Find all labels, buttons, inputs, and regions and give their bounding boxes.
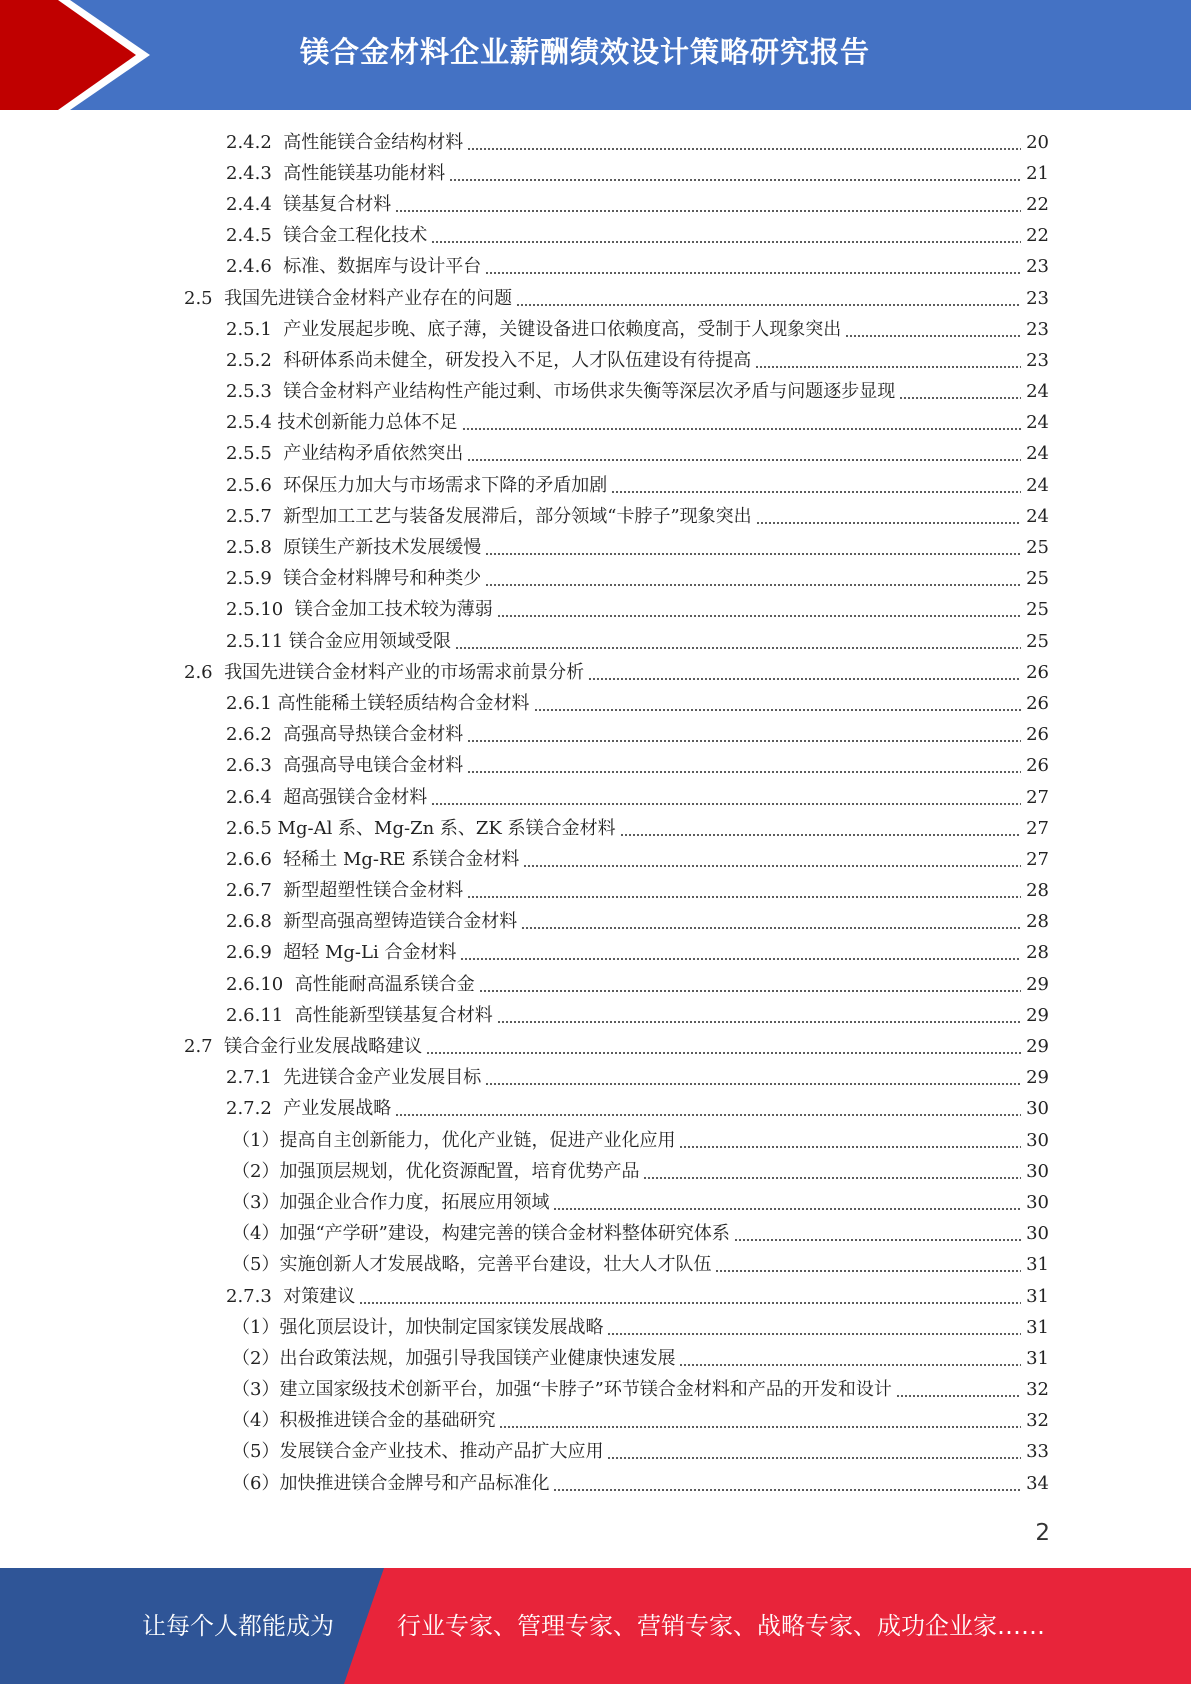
dot-leader [395, 1114, 1021, 1116]
toc-entry-page: 21 [1026, 162, 1049, 184]
toc-entry-number: 2.6.6 [226, 848, 284, 870]
toc-entry[interactable] [0, 314, 1191, 345]
toc-entry-page: 30 [1026, 1129, 1049, 1151]
toc-entry-title: 实施创新人才发展战略，完善平台建设，壮大人才队伍 [279, 1254, 712, 1276]
toc-entry-page: 24 [1026, 505, 1049, 527]
toc-entry[interactable] [0, 1000, 1191, 1031]
dot-leader [485, 584, 1021, 586]
toc-entry[interactable] [0, 844, 1191, 875]
page-number: 2 [1035, 1520, 1050, 1546]
toc-entry-title: 高强高导热镁合金材料 [283, 724, 464, 746]
toc-entry-title: 科研体系尚未健全，研发投入不足，人才队伍建设有待提高 [283, 349, 752, 371]
dot-leader [679, 1364, 1021, 1366]
toc-entry-number: 2.6.9 [226, 942, 284, 964]
dot-leader [449, 179, 1021, 181]
toc-entry-number: 2.7.3 [226, 1285, 284, 1307]
toc-entry-page: 30 [1026, 1191, 1049, 1213]
toc-entry-title: 超高强镁合金材料 [283, 786, 428, 808]
toc-entry[interactable] [0, 408, 1191, 439]
dot-leader [467, 896, 1021, 898]
toc-entry-page: 32 [1026, 1379, 1049, 1401]
dot-leader [359, 1302, 1021, 1304]
toc-entry-page: 23 [1026, 349, 1049, 371]
dot-leader [467, 148, 1021, 150]
toc-entry-page: 27 [1026, 817, 1049, 839]
toc-entry[interactable] [0, 377, 1191, 408]
toc-entry-title: 我国先进镁合金材料产业存在的问题 [224, 287, 513, 309]
toc-entry-title: 镁合金材料牌号和种类少 [283, 568, 482, 590]
toc-entry-title: 新型超塑性镁合金材料 [283, 880, 464, 902]
toc-entry-title: 我国先进镁合金材料产业的市场需求前景分析 [224, 661, 585, 683]
toc-entry-number: 2.7.2 [226, 1098, 284, 1120]
toc-entry[interactable] [0, 595, 1191, 626]
toc-entry-title: 镁合金应用领域受限 [288, 630, 451, 652]
toc-entry[interactable] [0, 221, 1191, 252]
dot-leader [534, 709, 1021, 711]
toc-entry[interactable] [0, 1437, 1191, 1468]
dot-leader [620, 834, 1021, 836]
dot-leader [497, 1021, 1021, 1023]
toc-entry-number: 2.5.11 [226, 630, 289, 652]
toc-entry[interactable] [0, 564, 1191, 595]
toc-entry-title: 技术创新能力总体不足 [277, 412, 458, 434]
toc-entry-title: 高性能稀土镁轻质结构合金材料 [277, 692, 530, 714]
toc-entry-page: 33 [1026, 1441, 1049, 1463]
toc-entry-page: 28 [1026, 880, 1049, 902]
dot-leader [643, 1177, 1021, 1179]
toc-entry[interactable] [0, 907, 1191, 938]
toc-entry[interactable] [0, 876, 1191, 907]
dot-leader [455, 647, 1021, 649]
toc-entry-title: 高性能新型镁基复合材料 [294, 1004, 493, 1026]
dot-leader [467, 771, 1021, 773]
toc-entry-page: 24 [1026, 474, 1049, 496]
toc-entry-page: 24 [1026, 381, 1049, 403]
dot-leader [460, 958, 1021, 960]
dot-leader [553, 1208, 1021, 1210]
toc-entry[interactable] [0, 782, 1191, 813]
toc-entry[interactable] [0, 1187, 1191, 1218]
toc-entry-number: 2.6.3 [226, 755, 284, 777]
toc-entry-title: 新型高强高塑铸造镁合金材料 [283, 911, 518, 933]
toc-entry-title: 镁合金材料产业结构性产能过剩、市场供求失衡等深层次矛盾与问题逐步显现 [283, 381, 896, 403]
toc-entry-title: 高性能镁合金结构材料 [283, 131, 464, 153]
toc-entry[interactable] [0, 1281, 1191, 1312]
dot-leader [679, 1146, 1021, 1148]
toc-entry-title: 镁合金工程化技术 [283, 225, 428, 247]
toc-entry-number: 2.6.7 [226, 880, 284, 902]
footer-slogan-right: 行业专家、管理专家、营销专家、战略专家、成功企业家…… [397, 1612, 1045, 1640]
toc-entry-number: （2） [232, 1347, 280, 1369]
dot-leader [479, 990, 1021, 992]
toc-entry-title: Mg-Al 系、Mg-Zn 系、ZK 系镁合金材料 [277, 817, 616, 839]
toc-entry-title: 提高自主创新能力，优化产业链，促进产业化应用 [279, 1129, 676, 1151]
toc-entry[interactable] [0, 1125, 1191, 1156]
toc-entry-title: 加强顶层规划，优化资源配置，培育优势产品 [279, 1160, 640, 1182]
toc-entry-number: 2.7 [184, 1036, 225, 1058]
toc-entry-page: 29 [1026, 1036, 1049, 1058]
toc-entry-page: 22 [1026, 193, 1049, 215]
toc-entry-page: 25 [1026, 537, 1049, 559]
toc-entry-page: 25 [1026, 568, 1049, 590]
toc-entry-page: 29 [1026, 1004, 1049, 1026]
toc-entry-page: 25 [1026, 630, 1049, 652]
dot-leader [607, 1457, 1021, 1459]
dot-leader [426, 1052, 1021, 1054]
toc-entry[interactable] [0, 252, 1191, 283]
toc-entry-number: 2.6.11 [226, 1004, 295, 1026]
toc-entry[interactable] [0, 688, 1191, 719]
toc-entry-number: 2.6.1 [226, 692, 278, 714]
toc-entry-page: 30 [1026, 1098, 1049, 1120]
toc-entry-number: 2.6.4 [226, 786, 284, 808]
dot-leader [755, 366, 1021, 368]
dot-leader [467, 459, 1021, 461]
toc-entry-number: 2.6.10 [226, 973, 295, 995]
toc-entry[interactable] [0, 1250, 1191, 1281]
toc-entry-title: 环保压力加大与市场需求下降的矛盾加剧 [283, 474, 608, 496]
toc-entry[interactable] [0, 1063, 1191, 1094]
toc-entry[interactable] [0, 969, 1191, 1000]
toc-entry[interactable] [0, 1031, 1191, 1062]
toc-entry-page: 20 [1026, 131, 1049, 153]
toc-entry-page: 23 [1026, 287, 1049, 309]
toc-entry-number: （4） [232, 1223, 280, 1245]
dot-leader [896, 1395, 1021, 1397]
toc-entry[interactable] [0, 938, 1191, 969]
toc-entry-number: 2.5.2 [226, 349, 284, 371]
toc-entry-page: 30 [1026, 1160, 1049, 1182]
toc-entry-number: 2.5 [184, 287, 225, 309]
toc-entry-page: 27 [1026, 786, 1049, 808]
toc-entry[interactable] [0, 1406, 1191, 1437]
toc-entry[interactable] [0, 127, 1191, 158]
toc-entry-title: 加强企业合作力度，拓展应用领域 [279, 1191, 550, 1213]
dot-leader [734, 1239, 1021, 1241]
toc-entry-title: 先进镁合金产业发展目标 [283, 1067, 482, 1089]
toc-entry-page: 31 [1026, 1347, 1049, 1369]
dot-leader [607, 1333, 1021, 1335]
report-title: 镁合金材料企业薪酬绩效设计策略研究报告 [300, 35, 871, 69]
dot-leader [588, 678, 1021, 680]
dot-leader [485, 1083, 1021, 1085]
toc-entry[interactable] [0, 626, 1191, 657]
toc-entry-title: 加快推进镁合金牌号和产品标准化 [279, 1472, 550, 1494]
toc-entry-number: 2.4.5 [226, 225, 284, 247]
toc-entry-number: （5） [232, 1254, 280, 1276]
toc-entry[interactable] [0, 283, 1191, 314]
toc-entry[interactable] [0, 1375, 1191, 1406]
toc-entry[interactable] [0, 189, 1191, 220]
toc-entry-page: 28 [1026, 942, 1049, 964]
dot-leader [521, 927, 1021, 929]
toc-entry-number: （4） [232, 1410, 280, 1432]
toc-entry-number: （5） [232, 1441, 280, 1463]
dot-leader [553, 1489, 1021, 1491]
dot-leader [497, 615, 1021, 617]
toc-entry[interactable] [0, 657, 1191, 688]
toc-entry-page: 31 [1026, 1285, 1049, 1307]
toc-entry-page: 30 [1026, 1223, 1049, 1245]
dot-leader [485, 272, 1021, 274]
dot-leader [523, 865, 1021, 867]
dot-leader [395, 210, 1021, 212]
toc-entry[interactable] [0, 345, 1191, 376]
toc-entry-page: 23 [1026, 318, 1049, 340]
toc-entry[interactable] [0, 720, 1191, 751]
dot-leader [431, 803, 1021, 805]
red-arrow-icon [0, 0, 160, 110]
toc-entry-number: 2.6 [184, 661, 225, 683]
dot-leader [485, 553, 1021, 555]
toc-entry-number: 2.5.10 [226, 599, 295, 621]
toc-entry-number: （3） [232, 1379, 280, 1401]
toc-entry[interactable] [0, 158, 1191, 189]
toc-entry[interactable] [0, 439, 1191, 470]
toc-entry-title: 产业结构矛盾依然突出 [283, 443, 464, 465]
toc-entry-page: 25 [1026, 599, 1049, 621]
toc-entry-title: 标准、数据库与设计平台 [283, 256, 482, 278]
toc-entry-page: 24 [1026, 412, 1049, 434]
toc-entry-title: 发展镁合金产业技术、推动产品扩大应用 [279, 1441, 604, 1463]
toc-entry[interactable] [0, 1343, 1191, 1374]
dot-leader [462, 428, 1021, 430]
toc-entry-page: 26 [1026, 661, 1049, 683]
toc-entry-page: 27 [1026, 848, 1049, 870]
toc-entry-number: （1） [232, 1316, 280, 1338]
toc-entry-title: 积极推进镁合金的基础研究 [279, 1410, 496, 1432]
toc-entry-page: 31 [1026, 1254, 1049, 1276]
toc-entry-page: 23 [1026, 256, 1049, 278]
toc-entry-page: 29 [1026, 973, 1049, 995]
toc-entry-page: 26 [1026, 755, 1049, 777]
dot-leader [467, 740, 1021, 742]
dot-leader [431, 241, 1021, 243]
toc-entry-number: （2） [232, 1160, 280, 1182]
toc-entry-title: 高强高导电镁合金材料 [283, 755, 464, 777]
toc-entry[interactable] [0, 532, 1191, 563]
toc-entry-number: 2.7.1 [226, 1067, 284, 1089]
toc-entry-number: （3） [232, 1191, 280, 1213]
toc-entry-number: 2.6.5 [226, 817, 278, 839]
toc-entry-title: 轻稀土 Mg-RE 系镁合金材料 [283, 848, 520, 870]
toc-entry[interactable] [0, 813, 1191, 844]
toc-entry-page: 28 [1026, 911, 1049, 933]
toc-entry-number: 2.4.3 [226, 162, 284, 184]
toc-entry-title: 镁基复合材料 [283, 193, 392, 215]
toc-entry-number: （1） [232, 1129, 280, 1151]
toc-entry-title: 产业发展战略 [283, 1098, 392, 1120]
toc-entry[interactable] [0, 1468, 1191, 1499]
toc-entry-number: 2.5.9 [226, 568, 284, 590]
toc-entry-title: 镁合金加工技术较为薄弱 [294, 599, 493, 621]
toc-entry-title: 超轻 Mg-Li 合金材料 [283, 942, 457, 964]
toc-entry-title: 对策建议 [283, 1285, 356, 1307]
toc-entry[interactable] [0, 1312, 1191, 1343]
toc-entry-page: 26 [1026, 692, 1049, 714]
page-footer [0, 1568, 1191, 1684]
toc-entry-title: 原镁生产新技术发展缓慢 [283, 537, 482, 559]
dot-leader [611, 491, 1021, 493]
dot-leader [715, 1270, 1021, 1272]
toc-entry-title: 出台政策法规，加强引导我国镁产业健康快速发展 [279, 1347, 676, 1369]
toc-entry-title: 加强“产学研”建设，构建完善的镁合金材料整体研究体系 [279, 1223, 730, 1245]
toc-entry-title: 强化顶层设计，加快制定国家镁发展战略 [279, 1316, 604, 1338]
toc-entry-number: 2.5.8 [226, 537, 284, 559]
toc-entry[interactable] [0, 751, 1191, 782]
toc-entry-number: 2.4.6 [226, 256, 284, 278]
footer-slogan-left: 让每个人都能成为 [142, 1612, 334, 1640]
toc-entry-number: 2.5.3 [226, 381, 284, 403]
toc-entry-number: 2.5.1 [226, 318, 284, 340]
toc-entry-title: 高性能耐高温系镁合金 [294, 973, 475, 995]
page-header [0, 0, 1191, 110]
toc-entry-page: 24 [1026, 443, 1049, 465]
toc-entry-title: 镁合金行业发展战略建议 [224, 1036, 423, 1058]
toc-entry-number: 2.6.8 [226, 911, 284, 933]
toc-entry[interactable] [0, 1219, 1191, 1250]
toc-entry[interactable] [0, 1156, 1191, 1187]
toc-entry-page: 29 [1026, 1067, 1049, 1089]
toc-entry[interactable] [0, 1094, 1191, 1125]
toc-entry-number: 2.5.7 [226, 505, 284, 527]
toc-entry-title: 高性能镁基功能材料 [283, 162, 446, 184]
toc-entry-number: 2.5.5 [226, 443, 284, 465]
toc-entry-page: 34 [1026, 1472, 1049, 1494]
toc-entry-number: 2.5.6 [226, 474, 284, 496]
toc-entry-number: 2.6.2 [226, 724, 284, 746]
table-of-contents [0, 127, 1191, 1499]
toc-entry-title: 产业发展起步晚、底子薄，关键设备进口依赖度高，受制于人现象突出 [283, 318, 842, 340]
dot-leader [516, 304, 1021, 306]
toc-entry[interactable] [0, 501, 1191, 532]
toc-entry-title: 建立国家级技术创新平台，加强“卡脖子”环节镁合金材料和产品的开发和设计 [279, 1379, 892, 1401]
toc-entry-number: 2.4.4 [226, 193, 284, 215]
dot-leader [756, 522, 1021, 524]
dot-leader [845, 335, 1021, 337]
toc-entry-number: 2.4.2 [226, 131, 284, 153]
toc-entry-number: （6） [232, 1472, 280, 1494]
toc-entry-page: 32 [1026, 1410, 1049, 1432]
toc-entry[interactable] [0, 470, 1191, 501]
toc-entry-number: 2.5.4 [226, 412, 278, 434]
toc-entry-page: 22 [1026, 225, 1049, 247]
toc-entry-title: 新型加工工艺与装备发展滞后，部分领域“卡脖子”现象突出 [283, 505, 752, 527]
dot-leader [899, 397, 1021, 399]
toc-entry-page: 26 [1026, 724, 1049, 746]
toc-entry-page: 31 [1026, 1316, 1049, 1338]
dot-leader [499, 1426, 1021, 1428]
